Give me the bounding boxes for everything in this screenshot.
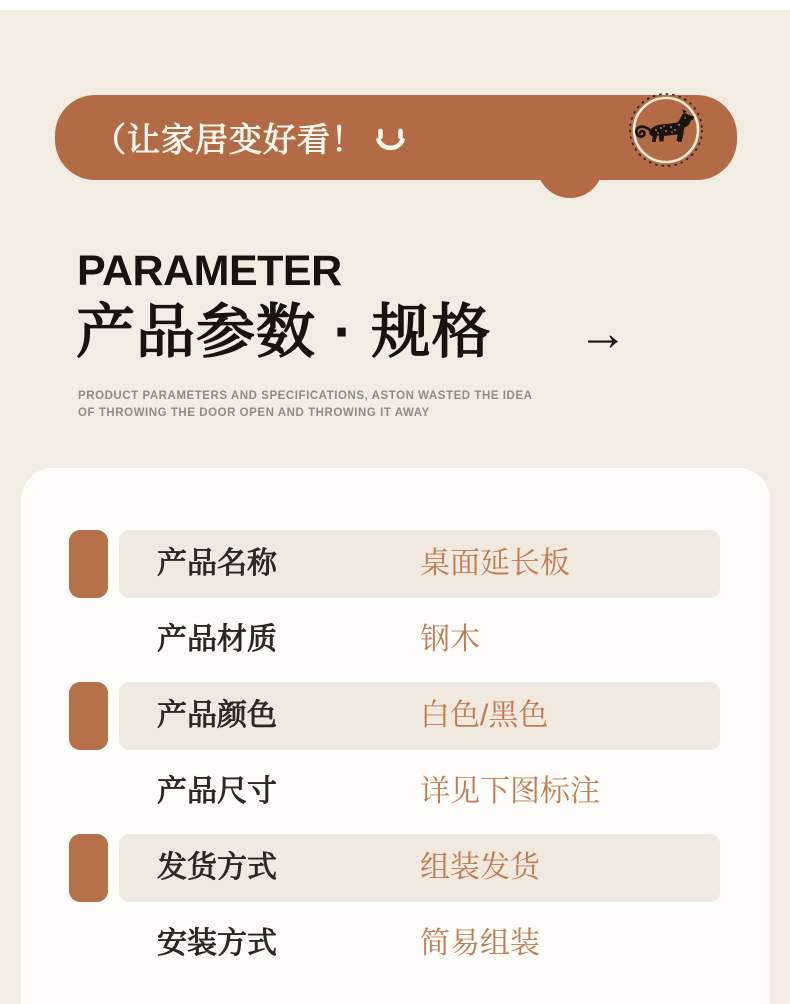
banner-slogan	[93, 95, 406, 180]
row-value: 桌面延长板	[420, 547, 570, 580]
top-white-strip	[0, 0, 790, 10]
row-marker	[69, 530, 108, 598]
page-title-en: PARAMETER	[77, 247, 342, 295]
right-arrow-icon: →	[578, 305, 628, 361]
table-row	[21, 758, 770, 826]
row-value: 白色/黑色	[420, 699, 549, 732]
leopard-silhouette	[636, 110, 694, 143]
leopard-badge-icon	[628, 92, 704, 168]
row-marker	[69, 834, 108, 902]
banner-slogan-text: （让家居变好看！	[93, 121, 365, 158]
banner-bottom-bump	[537, 132, 603, 198]
row-label: 产品材质	[157, 623, 277, 656]
table-row	[21, 910, 770, 978]
table-row	[21, 606, 770, 674]
subtitle-line-1: PRODUCT PARAMETERS AND SPECIFICATIONS, ASTON WASTED THE IDEA	[78, 390, 533, 402]
table-row	[21, 834, 770, 902]
row-label: 发货方式	[157, 851, 277, 884]
row-label: 产品尺寸	[157, 775, 277, 808]
row-value: 钢木	[420, 623, 480, 656]
spec-card	[21, 468, 770, 1004]
row-value: 详见下图标注	[420, 775, 600, 808]
row-label: 安装方式	[157, 927, 277, 960]
page-subtitle	[78, 388, 532, 422]
table-row	[21, 530, 770, 598]
subtitle-line-2: OF THROWING THE DOOR OPEN AND THROWING IT AWAY	[78, 407, 430, 419]
row-label: 产品颜色	[157, 699, 277, 732]
row-marker	[69, 682, 108, 750]
table-row	[21, 682, 770, 750]
spec-table	[21, 530, 770, 986]
page-title-cn: 产品参数 · 规格	[76, 299, 492, 365]
row-value: 组装发货	[420, 851, 540, 884]
row-value: 简易组装	[420, 927, 540, 960]
row-label: 产品名称	[157, 547, 277, 580]
smiley-icon	[375, 128, 406, 153]
